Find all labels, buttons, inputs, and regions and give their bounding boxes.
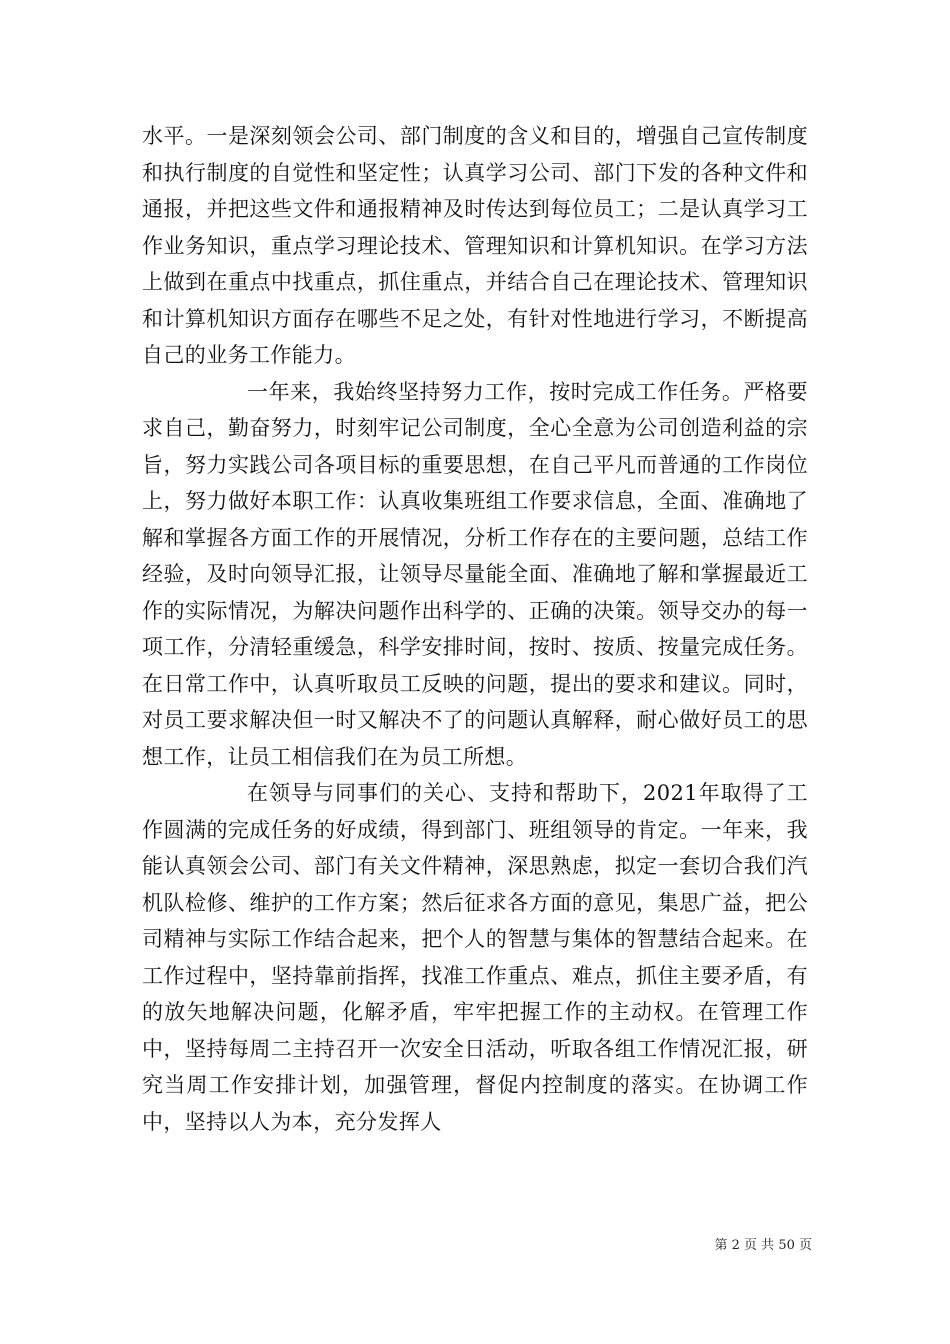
paragraph-3: 在领导与同事们的关心、支持和帮助下，2021年取得了工作圆满的完成任务的好成绩，得到部门、班组领导的肯定。一年来，我能认真领会公司、部门有关文件精神，深思熟虑，拟定一套切合我们汽机队检修、维护的工作方案；然后征求各方面的意见，集思广益，把公司精神与实际工作结合起来，把个人的智慧与集体的智慧结合起来。在工作过程中，坚持靠前指挥，找准工作重点、难点，抓住主要矛盾，有的放矢地解决问题，化解矛盾，牢牢把握工作的主动权。在管理工作中，坚持每周二主持召开一次安全日活动，听取各组工作情况汇报，研究当周工作安排计划，加强管理，督促内控制度的落实。在协调工作中，坚持以人为本，充分发挥人 [142,781,808,1134]
paragraph-1: 水平。一是深刻领会公司、部门制度的含义和目的，增强自己宣传制度和执行制度的自觉性和坚定性；认真学习公司、部门下发的各种文件和通报，并把这些文件和通报精神及时传达到每位员工；二是认真学习工作业务知识，重点学习理论技术、管理知识和计算机知识。在学习方法上做到在重点中找重点，抓住重点，并结合自己在理论技术、管理知识和计算机知识方面存在哪些不足之处，有针对性地进行学习，不断提高自己的业务工作能力。 [142,124,808,367]
paragraph-2: 一年来，我始终坚持努力工作，按时完成工作任务。严格要求自己，勤奋努力，时刻牢记公司制度，全心全意为公司创造利益的宗旨，努力实践公司各项目标的重要思想，在自己平凡而普通的工作岗位上，努力做好本职工作：认真收集班组工作要求信息，全面、准确地了解和掌握各方面工作的开展情况，分析工作存在的主要问题，总结工作经验，及时向领导汇报，让领导尽量能全面、准确地了解和掌握最近工作的实际情况，为解决问题作出科学的、正确的决策。领导交办的每一项工作，分清轻重缓急，科学安排时间，按时、按质、按量完成任务。在日常工作中，认真听取员工反映的问题，提出的要求和建议。同时，对员工要求解决但一时又解决不了的问题认真解释，耐心做好员工的思想工作，让员工相信我们在为员工所想。 [142,379,808,769]
document-body [142,118,808,1140]
page-number-footer: 第 2 页 共 50 页 [714,1238,812,1253]
